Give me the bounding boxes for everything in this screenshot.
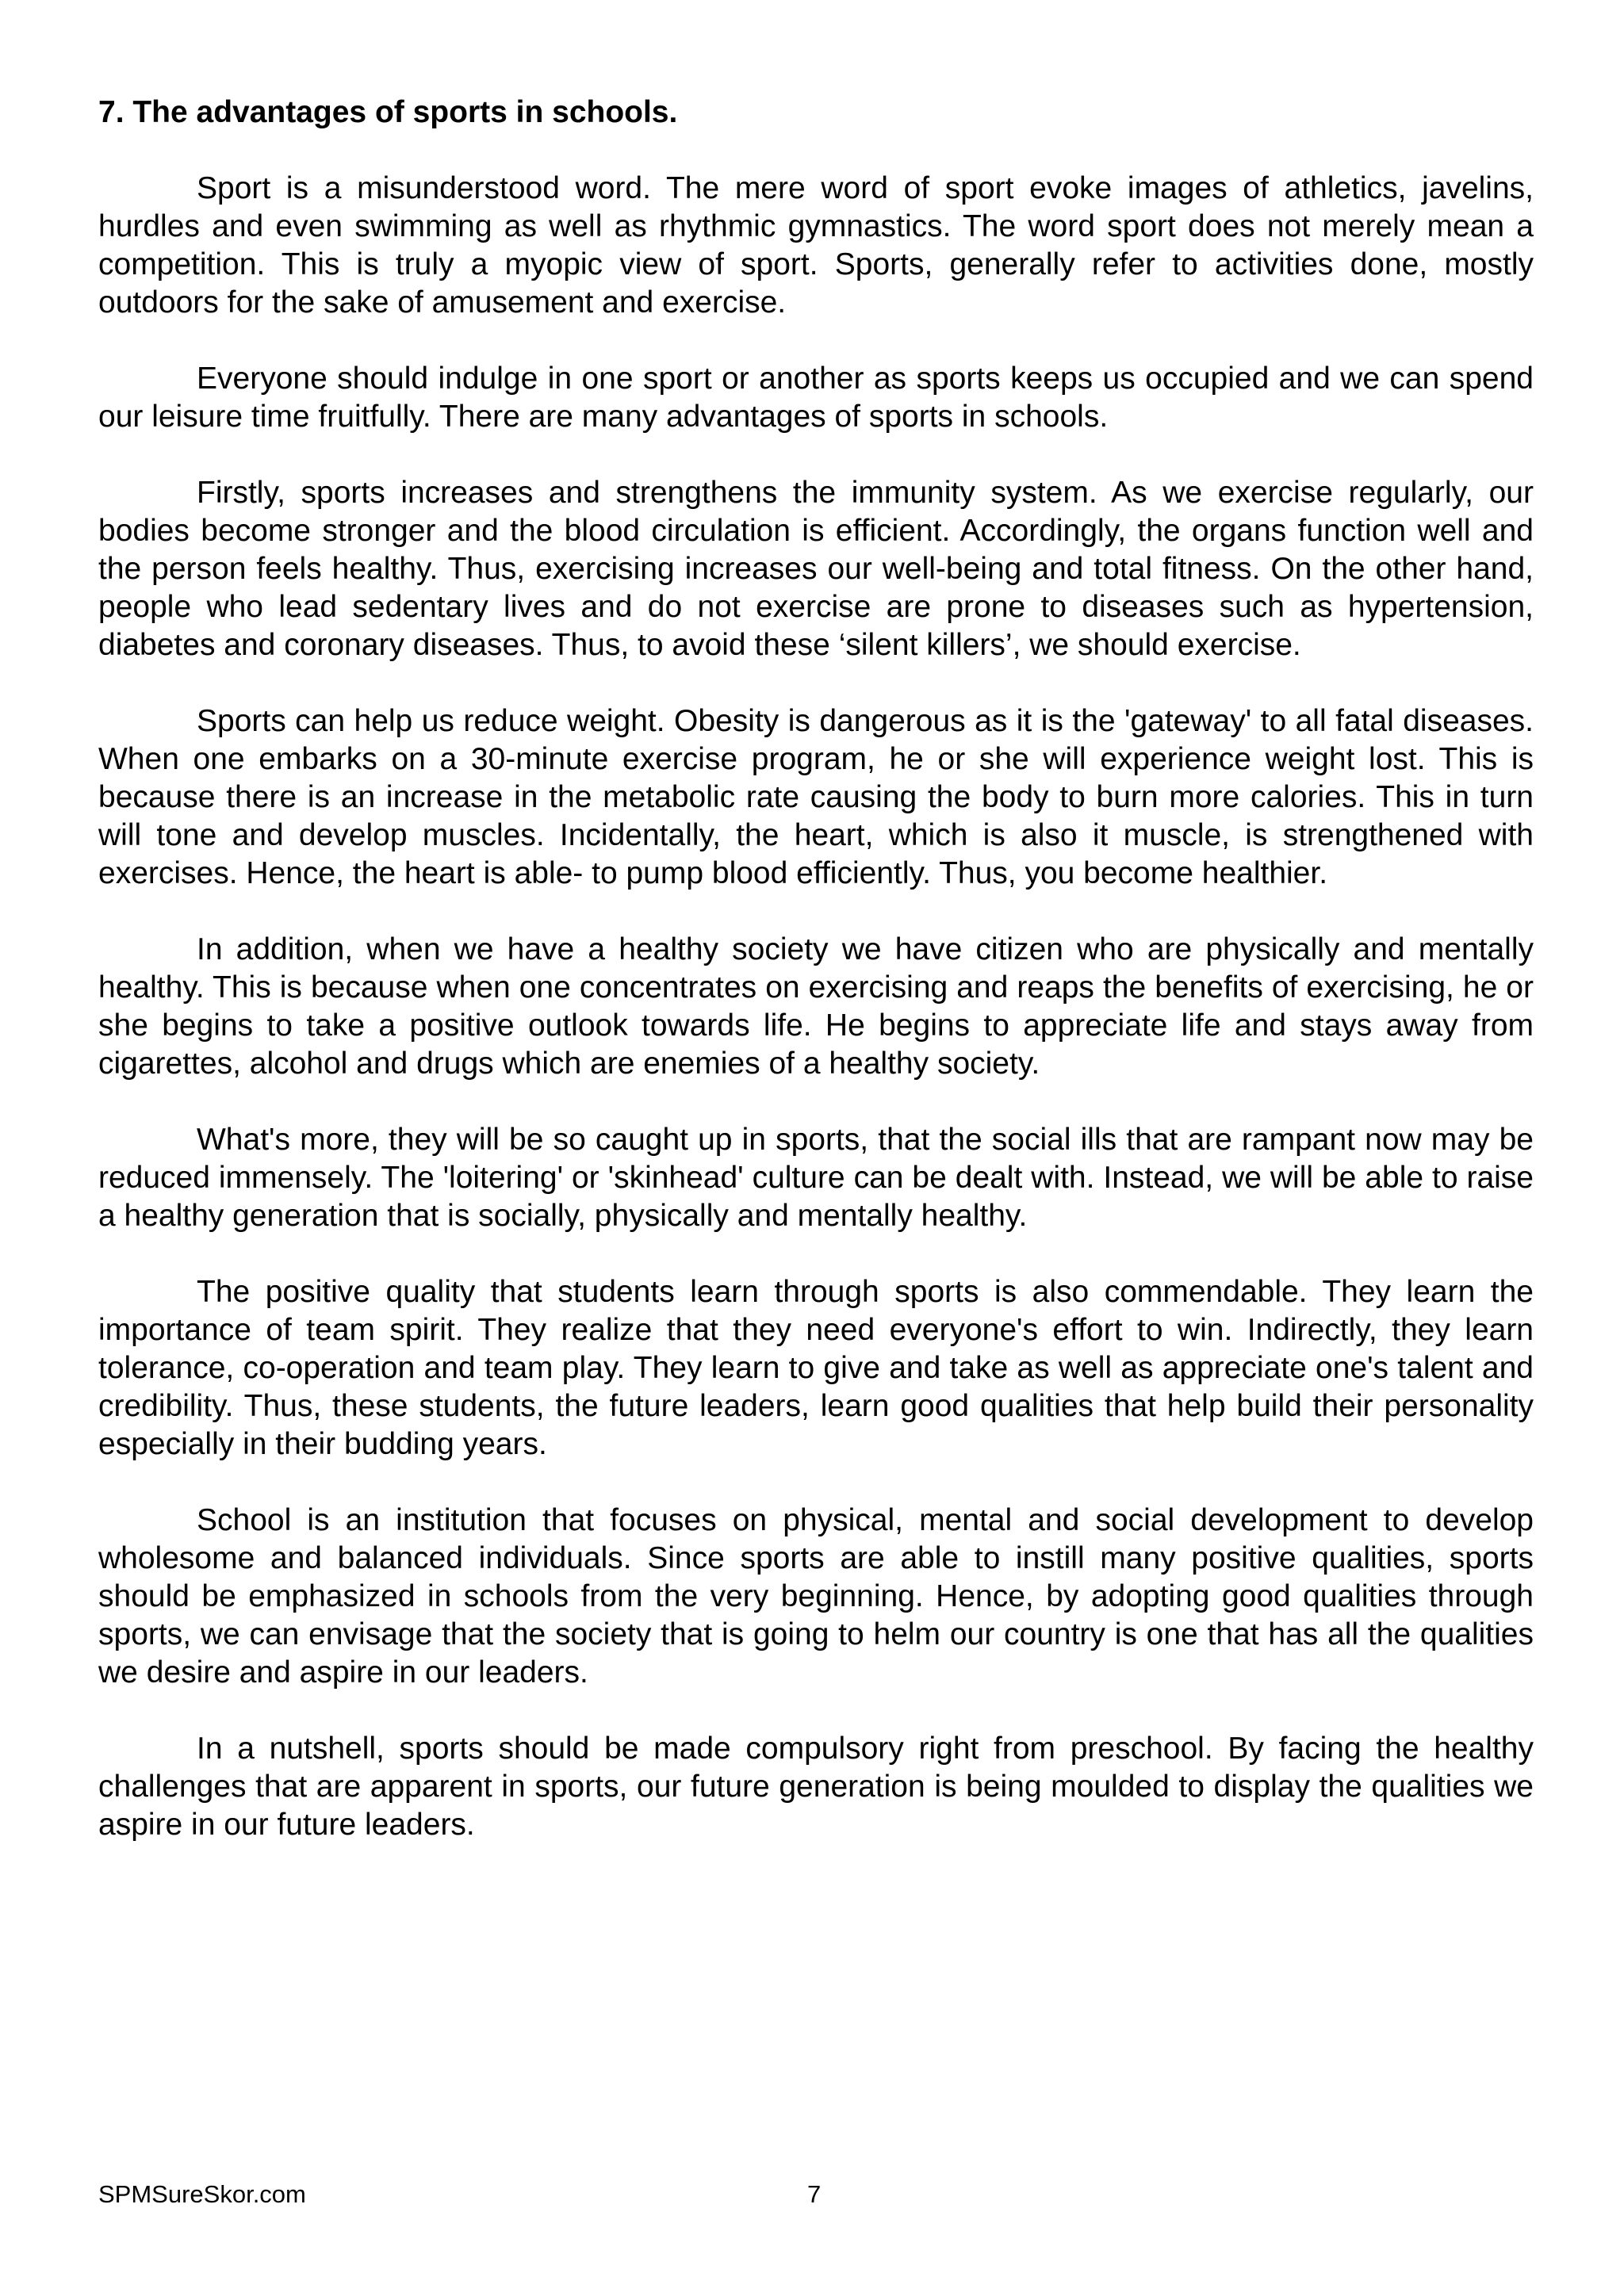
footer-page-number: 7 xyxy=(807,2180,822,2208)
paragraph-7: The positive quality that students learn through sports is also commendable. They learn the importance of team spirit. They realize that they need everyone's effort to win. Indirectly, they learn tolerance, co-operation and team play. They learn to give and take as well as appreciate one's talent and credibility. Thus, these students, the future leaders, learn good qualities that help build their personality especially in their budding years. xyxy=(98,1275,1534,1461)
paragraph-5: In addition, when we have a healthy society we have citizen who are physically and mentally healthy. This is because when one concentrates on exercising and reaps the benefits of exercising, he or she begins to take a positive outlook towards life. He begins to appreciate life and stays away from cigarettes, alcohol and drugs which are enemies of a healthy society. xyxy=(98,932,1534,1081)
paragraph-1: Sport is a misunderstood word. The mere word of sport evoke images of athletics, javelins, hurdles and even swimming as well as rhythmic gymnastics. The word sport does not merely mean a competition. This is truly a myopic view of sport. Sports, generally refer to activities done, mostly outdoors for the sake of amusement and exercise. xyxy=(98,171,1534,320)
document-title: 7. The advantages of sports in schools. xyxy=(98,95,678,129)
paragraph-4: Sports can help us reduce weight. Obesity is dangerous as it is the 'gateway' to all fatal diseases. When one embarks on a 30-minute exercise program, he or she will experience weight lost. This is because there is an increase in the metabolic rate causing the body to burn more calories. This in turn will tone and develop muscles. Incidentally, the heart, which is also it muscle, is strengthened with exercises. Hence, the heart is able- to pump blood efficiently. Thus, you become healthier. xyxy=(98,704,1534,890)
footer-site-name: SPMSureSkor.com xyxy=(98,2180,306,2208)
paragraph-8: School is an institution that focuses on physical, mental and social development to develop wholesome and balanced individuals. Since sports are able to instill many positive qualities, sports should be emphasized in schools from the very beginning. Hence, by adopting good qualities through sports, we can envisage that the society that is going to helm our country is one that has all the qualities we desire and aspire in our leaders. xyxy=(98,1503,1534,1689)
paragraph-9: In a nutshell, sports should be made compulsory right from preschool. By facing the healthy challenges that are apparent in sports, our future generation is being moulded to display the qualities we aspire in our future leaders. xyxy=(98,1732,1534,1842)
paragraph-6: What's more, they will be so caught up in sports, that the social ills that are rampant now may be reduced immensely. The 'loitering' or 'skinhead' culture can be dealt with. Instead, we will be able to raise a healthy generation that is socially, physically and mentally healthy. xyxy=(98,1123,1534,1233)
paragraph-2: Everyone should indulge in one sport or another as sports keeps us occupied and we can spend our leisure time fruitfully. There are many advantages of sports in schools. xyxy=(98,362,1534,434)
paragraph-3: Firstly, sports increases and strengthens the immunity system. As we exercise regularly, our bodies become stronger and the blood circulation is efficient. Accordingly, the organs function well and the person feels healthy. Thus, exercising increases our well-being and total fitness. On the other hand, people who lead sedentary lives and do not exercise are prone to diseases such as hypertension, diabetes and coronary diseases. Thus, to avoid these ‘silent killers’, we should exercise. xyxy=(98,476,1534,662)
document-body xyxy=(98,94,1534,1882)
